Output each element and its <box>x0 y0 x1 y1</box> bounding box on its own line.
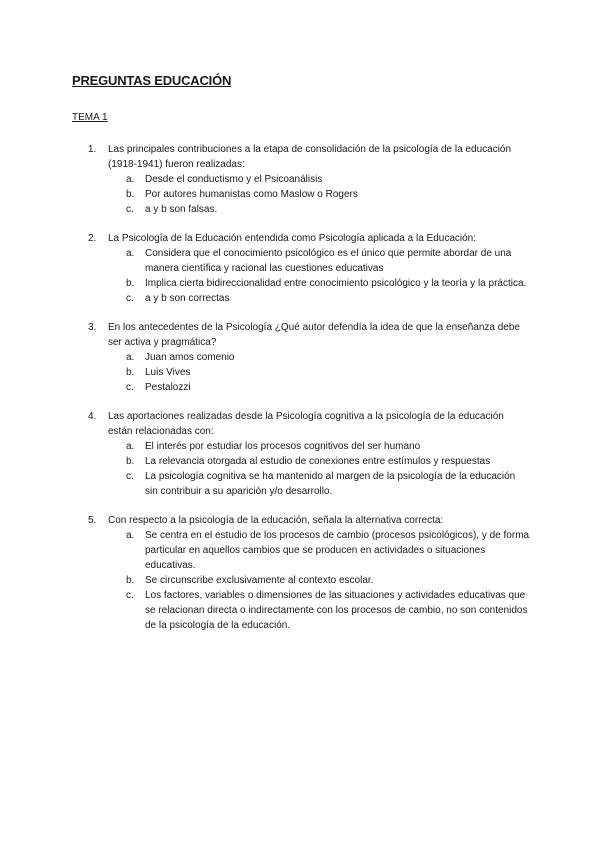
option-item <box>0 246 600 276</box>
option-text: Los factores, variables o dimensiones de las situaciones y actividades educativas que se relacionan directa o indirectamente con los procesos de cambio, no son contenidos de la psicología de la educación. <box>145 590 528 631</box>
option-text: Se centra en el estudio de los procesos de cambio (procesos psicológicos), y de forma particular en aquellos cambios que se producen en actividades o situaciones educativas. <box>145 530 530 571</box>
option-letter: a. <box>126 248 135 259</box>
option-item <box>0 528 600 573</box>
section-heading: TEMA 1 <box>72 112 108 123</box>
question-number: 5. <box>88 515 97 526</box>
question-text: Las principales contribuciones a la etapa de consolidación de la psicología de la educación (1918-1941) fueron realizadas: <box>108 144 512 170</box>
question-number: 2. <box>88 233 97 244</box>
option-letter: c. <box>126 293 134 304</box>
option-letter: a. <box>126 530 135 541</box>
option-item <box>0 380 600 395</box>
option-item <box>0 187 600 202</box>
question-text: La Psicología de la Educación entendida como Psicología aplicada a la Educación: <box>108 233 477 244</box>
option-item <box>0 454 600 469</box>
question-text: Las aportaciones realizadas desde la Psicología cognitiva a la psicología de la educación están relacionadas con: <box>108 411 504 437</box>
option-item <box>0 202 600 217</box>
question-5 <box>0 513 600 633</box>
option-letter: c. <box>126 204 134 215</box>
page-title: PREGUNTAS EDUCACIÓN <box>72 73 232 88</box>
option-item <box>0 172 600 187</box>
option-text: Luis Vives <box>145 367 191 378</box>
option-text: Se circunscribe exclusivamente al contexto escolar. <box>145 575 374 586</box>
option-text: Por autores humanistas como Maslow o Rogers <box>145 189 358 200</box>
option-letter: c. <box>126 590 134 601</box>
question-number: 3. <box>88 322 97 333</box>
option-letter: c. <box>126 382 134 393</box>
option-item <box>0 469 600 499</box>
question-1 <box>0 142 600 217</box>
option-letter: a. <box>126 352 135 363</box>
option-letter: b. <box>126 456 135 467</box>
question-4 <box>0 409 600 499</box>
option-item <box>0 350 600 365</box>
option-item <box>0 365 600 380</box>
question-3 <box>0 320 600 395</box>
option-letter: b. <box>126 278 135 289</box>
option-letter: b. <box>126 189 135 200</box>
option-text: El interés por estudiar los procesos cognitivos del ser humano <box>145 441 421 452</box>
option-letter: a. <box>126 441 135 452</box>
option-item <box>0 588 600 633</box>
option-text: Implica cierta bidireccionalidad entre conocimiento psicológico y la teoría y la práctica. <box>145 278 527 289</box>
question-list <box>0 142 600 647</box>
question-2 <box>0 231 600 306</box>
option-text: Juan amos comenio <box>145 352 235 363</box>
option-letter: a. <box>126 174 135 185</box>
option-item <box>0 573 600 588</box>
option-letter: b. <box>126 367 135 378</box>
option-text: Considera que el conocimiento psicológico es el único que permite abordar de una manera científica y racional las cuestiones educativas <box>145 248 512 274</box>
option-item <box>0 291 600 306</box>
question-text: En los antecedentes de la Psicología ¿Qué autor defendía la idea de que la enseñanza debe ser activa y pragmática? <box>108 322 520 348</box>
option-text: a y b son correctas <box>145 293 230 304</box>
option-text: Pestalozzi <box>145 382 191 393</box>
question-number: 4. <box>88 411 97 422</box>
option-text: La relevancia otorgada al estudio de conexiones entre estímulos y respuestas <box>145 456 491 467</box>
question-number: 1. <box>88 144 97 155</box>
option-text: a y b son falsas. <box>145 204 218 215</box>
option-item <box>0 276 600 291</box>
question-text: Con respecto a la psicología de la educación, señala la alternativa correcta: <box>108 515 444 526</box>
option-text: La psicología cognitiva se ha mantenido al margen de la psicología de la educación sin contribuir a su aparición y/o desarrollo. <box>145 471 516 497</box>
option-letter: b. <box>126 575 135 586</box>
option-item <box>0 439 600 454</box>
option-letter: c. <box>126 471 134 482</box>
option-text: Desde el conductismo y el Psicoanálisis <box>145 174 323 185</box>
